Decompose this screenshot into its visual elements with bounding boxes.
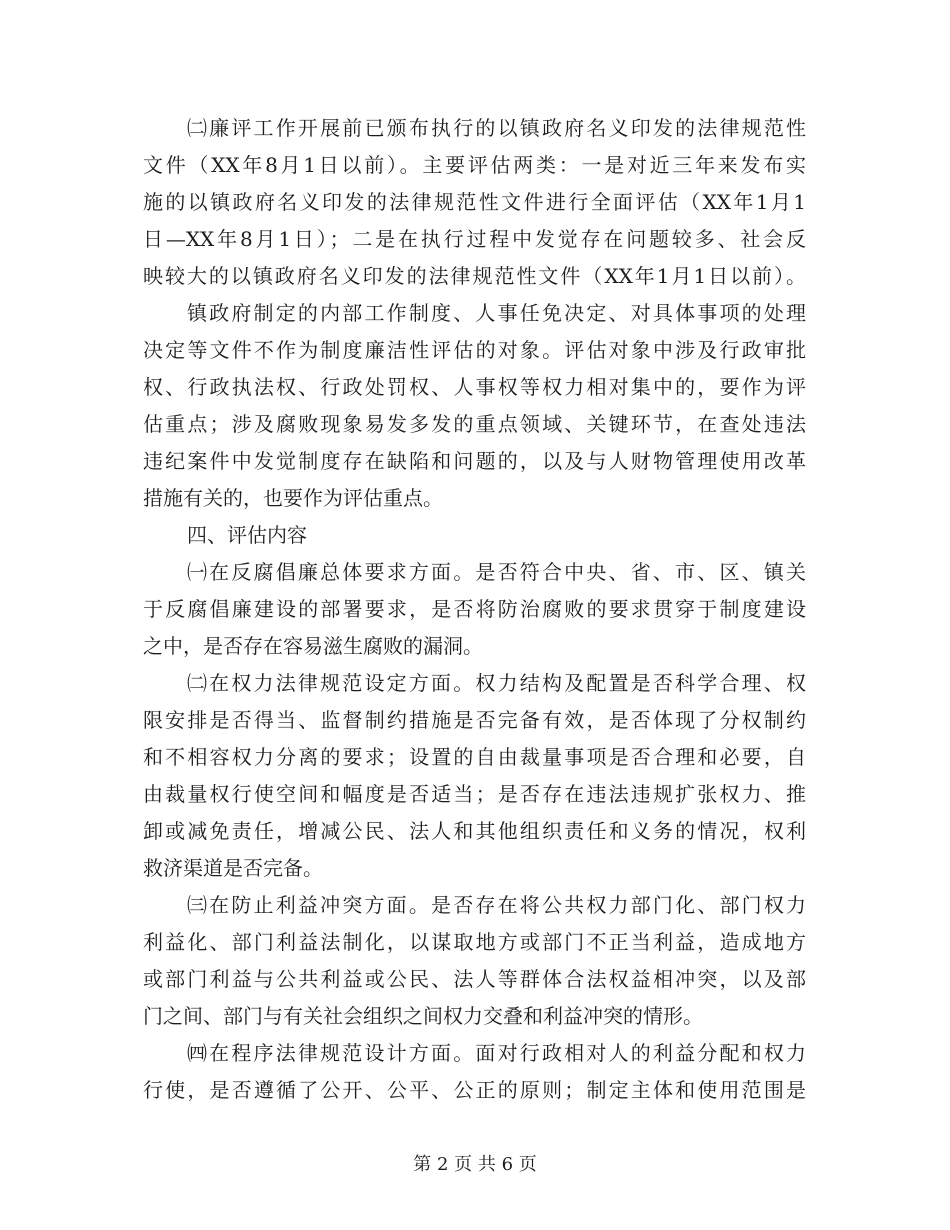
paragraph-line: 日—XX年8月1日）；二是在执行过程中发觉存在问题较多、社会反 xyxy=(143,227,806,251)
paragraph-line: 文件（XX年8月1日以前）。主要评估两类：一是对近三年来发布实 xyxy=(143,153,806,177)
paragraph-line: 门之间、部门与有关社会组织之间权力交叠和利益冲突的情形。 xyxy=(143,1004,703,1028)
document-body xyxy=(143,110,806,1109)
paragraph-line: ㈡廉评工作开展前已颁布执行的以镇政府名义印发的法律规范性 xyxy=(187,116,806,140)
paragraph-line: 镇政府制定的内部工作制度、人事任免决定、对具体事项的处理 xyxy=(187,301,806,325)
paragraph-line: 之中，是否存在容易滋生腐败的漏洞。 xyxy=(143,634,483,658)
paragraph-item-one xyxy=(143,554,806,665)
paragraph-line: ㈣在程序法律规范设计方面。面对行政相对人的利益分配和权力 xyxy=(187,1041,806,1065)
section-heading-text: 四、评估内容 xyxy=(187,523,307,547)
paragraph-line: 映较大的以镇政府名义印发的法律规范性文件（XX年1月1日以前）。 xyxy=(143,264,806,288)
paragraph-item-four xyxy=(143,1035,806,1109)
paragraph-line: 措施有关的，也要作为评估重点。 xyxy=(143,486,443,510)
paragraph-item-two xyxy=(143,665,806,887)
paragraph-line: 和不相容权力分离的要求；设置的自由裁量事项是否合理和必要，自 xyxy=(143,745,806,769)
paragraph-line: ㈠在反腐倡廉总体要求方面。是否符合中央、省、市、区、镇关 xyxy=(187,560,806,584)
paragraph-scope-category-two xyxy=(143,110,806,295)
paragraph-line: ㈢在防止利益冲突方面。是否存在将公共权力部门化、部门权力 xyxy=(187,893,806,917)
paragraph-line: 决定等文件不作为制度廉洁性评估的对象。评估对象中涉及行政审批 xyxy=(143,338,806,362)
paragraph-line: 利益化、部门利益法制化，以谋取地方或部门不正当利益，造成地方 xyxy=(143,930,806,954)
paragraph-line: 由裁量权行使空间和幅度是否适当；是否存在违法违规扩张权力、推 xyxy=(143,782,806,806)
paragraph-line: 限安排是否得当、监督制约措施是否完备有效，是否体现了分权制约 xyxy=(143,708,806,732)
paragraph-line: 施的以镇政府名义印发的法律规范性文件进行全面评估（XX年1月1 xyxy=(143,190,806,214)
section-heading xyxy=(143,517,806,554)
paragraph-line: 救济渠道是否完备。 xyxy=(143,856,323,880)
paragraph-line: 卸或减免责任，增减公民、法人和其他组织责任和义务的情况，权利 xyxy=(143,819,806,843)
paragraph-line: 或部门利益与公共利益或公民、法人等群体合法权益相冲突，以及部 xyxy=(143,967,806,991)
paragraph-exclusions xyxy=(143,295,806,517)
paragraph-line: 估重点；涉及腐败现象易发多发的重点领域、关键环节，在查处违法 xyxy=(143,412,806,436)
paragraph-line: ㈡在权力法律规范设定方面。权力结构及配置是否科学合理、权 xyxy=(187,671,806,695)
page-number-indicator: 第 2 页 共 6 页 xyxy=(413,1154,537,1175)
paragraph-line: 权、行政执法权、行政处罚权、人事权等权力相对集中的，要作为评 xyxy=(143,375,806,399)
page-footer xyxy=(0,1152,950,1178)
paragraph-line: 于反腐倡廉建设的部署要求，是否将防治腐败的要求贯穿于制度建设 xyxy=(143,597,806,621)
paragraph-line: 违纪案件中发觉制度存在缺陷和问题的，以及与人财物管理使用改革 xyxy=(143,449,806,473)
paragraph-line: 行使，是否遵循了公开、公平、公正的原则；制定主体和使用范围是 xyxy=(143,1078,806,1102)
paragraph-item-three xyxy=(143,887,806,1035)
